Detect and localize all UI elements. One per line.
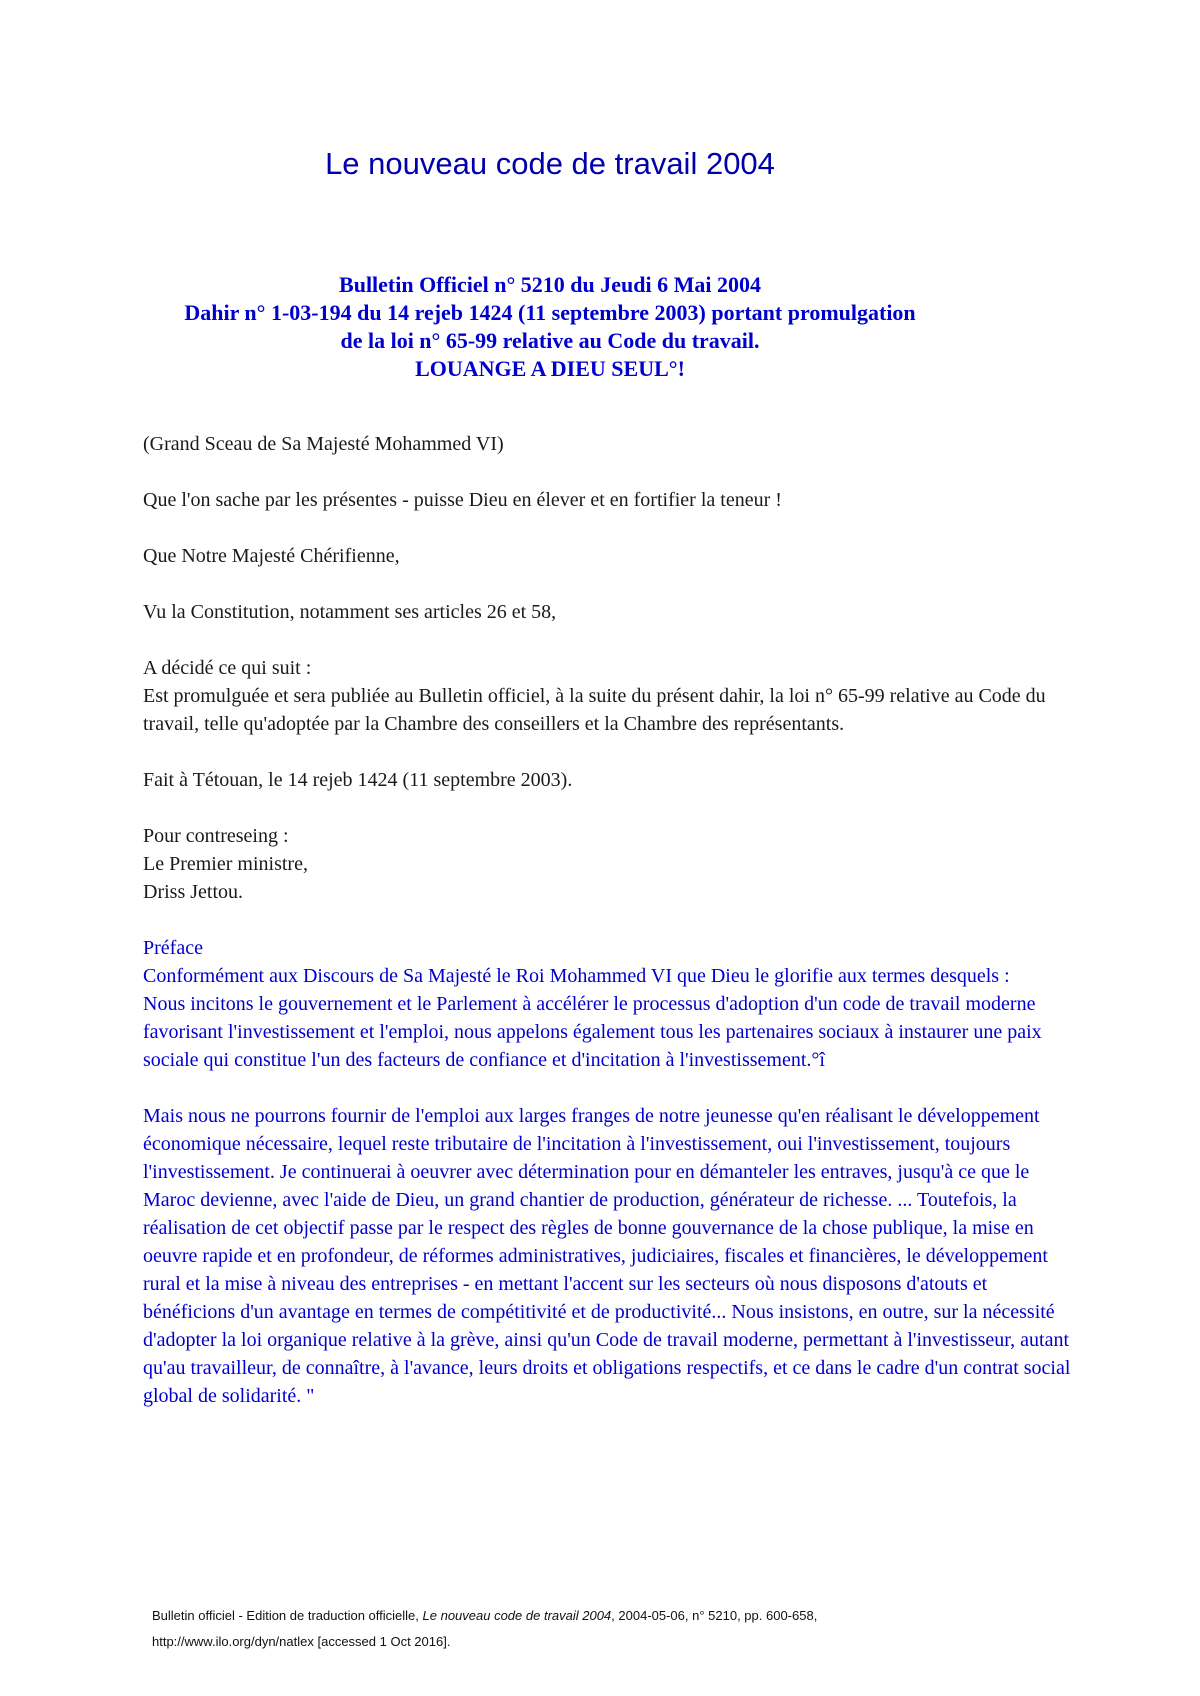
contreseing-line: Pour contreseing : <box>143 825 289 847</box>
speech-paragraph: Mais nous ne pourrons fournir de l'emploi aux larges franges de notre jeunesse qu'en réalisant le développement économique nécessaire, lequel reste tributaire de l'incitation à l'investissement, oui l'investissement, toujours l'investissement. Je continuerai à oeuvrer avec détermination pour en démanteler les entraves, jusqu'à ce que le Maroc devienne, avec l'aide de Dieu, un grand chantier de production, générateur de richesse. ... Toutefois, la réalisation de cet objectif passe par le respect des règles de bonne gouvernance de la chose publique, la mise en oeuvre rapide et en profondeur, de réformes administratives, judiciaires, fiscales et financières, le développement rural et la mise à niveau des entreprises - en mettant l'accent sur les secteurs où nous disposons d'atouts et bénéficions d'un avantage en termes de compétitivité et de productivité... Nous insistons, en outre, sur la nécessité d'adopter la loi organique relative à la grève, ainsi qu'un Code de travail moderne, permettant à l'investisseur, autant qu'au travailleur, de connaître, à l'avance, leurs droits et obligations respectifs, et ce dans le cadre d'un contrat social global de solidarité. " <box>143 1105 1071 1407</box>
bulletin-line: Bulletin Officiel n° 5210 du Jeudi 6 Mai 2004 <box>339 272 761 297</box>
preface-intro: Conformément aux Discours de Sa Majesté le Roi Mohammed VI que Dieu le glorifie aux termes desquels : <box>143 965 1010 987</box>
majeste-paragraph: Que Notre Majesté Chérifienne, <box>143 545 400 567</box>
louange-line: LOUANGE A DIEU SEUL°! <box>415 356 685 381</box>
preface-quote: Nous incitons le gouvernement et le Parlement à accélérer le processus d'adoption d'un code de travail moderne favorisant l'investissement et l'emploi, nous appelons également tous les partenaires sociaux à instaurer une paix sociale qui constitue l'un des facteurs de confiance et d'incitation à l'investissement.°î <box>143 993 1042 1071</box>
que-lon-paragraph: Que l'on sache par les présentes - puisse Dieu en élever et en fortifier la teneur ! <box>143 489 782 511</box>
seal-paragraph: (Grand Sceau de Sa Majesté Mohammed VI) <box>143 433 504 455</box>
premier-ministre-line: Le Premier ministre, <box>143 853 308 875</box>
citation-line-1: Bulletin officiel - Edition de traduction officielle, Le nouveau code de travail 2004, 2004-05-06, n° 5210, pp. 600-658, <box>152 1608 818 1623</box>
constitution-paragraph: Vu la Constitution, notamment ses articles 26 et 58, <box>143 601 557 623</box>
document-body <box>143 430 1073 1410</box>
dahir-line: Dahir n° 1-03-194 du 14 rejeb 1424 (11 septembre 2003) portant promulgation <box>184 300 916 325</box>
preface-title: Préface <box>143 937 203 959</box>
citation-title: Le nouveau code de travail 2004 <box>422 1608 612 1623</box>
citation-footer <box>152 1603 1112 1655</box>
fait-paragraph: Fait à Tétouan, le 14 rejeb 1424 (11 septembre 2003). <box>143 769 573 791</box>
document-title: Le nouveau code de travail 2004 <box>325 146 775 181</box>
citation-url[interactable]: http://www.ilo.org/dyn/natlex [accessed 1 Oct 2016]. <box>152 1634 451 1649</box>
promulgation-paragraph: Est promulguée et sera publiée au Bulletin officiel, à la suite du présent dahir, la loi n° 65-99 relative au Code du travail, telle qu'adoptée par la Chambre des conseillers et la Chambre des représentants. <box>143 685 1046 735</box>
loi-line: de la loi n° 65-99 relative au Code du travail. <box>340 328 760 353</box>
signatory-line: Driss Jettou. <box>143 881 243 903</box>
decide-line: A décidé ce qui suit : <box>143 657 312 679</box>
bulletin-header <box>0 271 1100 383</box>
